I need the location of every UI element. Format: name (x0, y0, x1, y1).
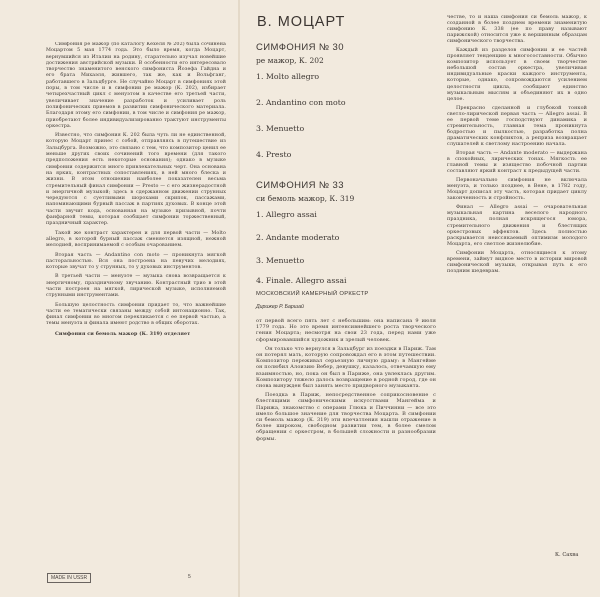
symphony-33-movement-3: 3. Menuetto (256, 256, 305, 265)
symphony-33-key: си бемоль мажор, К. 319 (256, 194, 355, 203)
left-paragraph-6: Большую целостность симфонии придает то, что важнейшие части ее тематически связаны между собой интонационно. Так, финал симфонии во многом перекликается с ее первой частью, а темы менуэта и финала имеют родство в общих оборотах. (46, 302, 226, 327)
right-paragraph-6: Финал — Allegro assai — очаровательная музыкальная картина веселого народного праздника, полная искрящегося юмора, стремительного движения и блестящих оркестровых эффектов. Здесь полностью раскрывается неиссякаемый оптимизм молодого Моцарта, его светлое жизнелюбие. (447, 204, 587, 247)
symphony-30-movement-2: 2. Andantino con moto (256, 98, 346, 107)
right-paragraph-3: Прекрасно сделанной и глубокой тонкой светло-лирической первая часть — Allegro assai. В ее первой теме господствуют динамика и стремительность, главная тема проникнута бодростью и пылкостью, разработка полна драматических конфликтов, а реприза возвращает слушателей к светлому настроению начала. (447, 104, 587, 147)
center-paragraph-1: от первой всего пять лет с небольшим: она написана 9 июля 1779 года. Но это время интенсивнейшего роста творческого гения Моцарта; несмотря на свои 23 года, перед нами уже сформировавшийся художник и зрелый человек. (256, 318, 436, 343)
center-paragraph-2: Он только что вернулся в Зальцбург из поездки в Париж. Там он потерял мать, которую сопровождал его в этом путешествии. Композитор переживал серьезную личную драму: в Мангейме он полюбил Алоизию Вебер, девушку, казалось, отвечавшую ему взаимностью, но, пока он был в Париже, она увлеклась другим. Композитору тяжело далось возвращение в родной город, где он снова вынужден был занять место придворного музыканта. (256, 345, 436, 390)
left-paragraph-5: В третьей части — менуэте — музыка снова возвращается к энергичному, праздничному звучанию. Контрастный трио в этой части построен на мягкой, лирической музыке, исполняемой струнными инструментами. (46, 274, 226, 299)
right-paragraph-4: Вторая часть — Andante moderato — выдержана в спокойных, лирических тонах. Мягкость ее главной темы и изящество побочной партии составляют яркий контраст к предыдущей части. (447, 149, 587, 175)
left-paragraph-2: Известно, что симфония К. 202 была чуть ли не единственной, которую Моцарт принес с собой, отправляясь в путешествие из Зальцбурга. Возможно, это связано с тем, что композитор ценил ее меньше других своих сочинений того времени (для такого предположения есть некоторые основания); однако в музыке симфонии содержится много привлекательных черт. Она основана на ярких, контрастных сопоставлениях, в ней много блеска и жизни. В этом отношении наиболее показателен весьма стремительный финал симфонии — Presto — с его жизнерадостной и энергичной музыкой; здесь в сдержанном движении струнных чередуются с суетливыми шорохами скрипок, пассажами, напоминающими бурный пассаж в партиях духовых. В конце этой части звучит кода, основанная на музыке призывной, почти фанфарной темы, которая сообщает симфонии торжественный, праздничный характер. (46, 133, 226, 227)
symphony-33-title: СИМФОНИЯ № 33 (256, 180, 344, 191)
symphony-33-movement-2: 2. Andante moderato (256, 233, 340, 242)
made-in-ussr-stamp: MADE IN USSR (47, 573, 91, 583)
center-text-column (256, 318, 436, 580)
right-paragraph-7: Симфонии Моцарта, относящиеся к этому времени, займут видное место в истории мировой симфонической музыки, открывая путь к его поздним шедеврам. (447, 249, 587, 274)
symphony-30-movement-3: 3. Menuetto (256, 124, 305, 133)
symphony-30-title: СИМФОНИЯ № 30 (256, 42, 344, 53)
left-paragraph-4: Вторая часть — Andantino con moto — проникнута мягкой пасторальностью. Вся она построена на певучих мелодиях, которые звучат то у струнных, то у духовых инструментов. (46, 252, 226, 271)
left-paragraph-1: Симфония ре мажор (по каталогу Кёхеля № 202) была сочинена Моцартом 5 мая 1774 года. Это было время, когда Моцарт, вернувшийся из Италии на родину, старательно изучал новейшие достижения австрийской музыки. В особенности его интересовало творчество знаменитого венского симфониста Йозефа Гайдна и его брата Михаэля, жившего, так же, как и Вольфганг, работавшего в Зальцбурге. Не случайно Моцарт в симфониях этой поры, в том числе и в симфонии ре мажор (К. 202), избирает четырехчастный цикл с менуэтом в качестве его третьей части, увеличивает значение разработок и усиливает роль полифонических приемов в развитии симфонического материала. Благодаря этому его симфонии, в том числе и симфония ре мажор, приобретают более индивидуализированно трактуют инструменты оркестра. (46, 42, 226, 129)
symphony-30-movement-4: 4. Presto (256, 150, 292, 159)
left-text-column (46, 42, 226, 572)
right-paragraph-5: Первоначально симфония не включала менуэта, и только позднее, в Вене, в 1782 году, Моцарт дописал эту часть, которая придает циклу законченность и стройность. (447, 177, 587, 202)
orchestra-name: МОСКОВСКИЙ КАМЕРНЫЙ ОРКЕСТР (256, 291, 369, 297)
left-paragraph-3: Такой же контраст характерен и для первой части — Molto allegro, в которой бурный пассаж сменяется изящной, нежной мелодией, воспринимаемой с особым очарованием. (46, 230, 226, 249)
right-text-column (447, 14, 587, 574)
right-paragraph-1: честве, то и наша симфония си бемоль мажор, к созданной в более позднем времени знаменитую симфонию К. 338 (ее по праву называют парижской) относится уже к вершинным образцам симфонического творчества. (447, 14, 587, 45)
author-signature: К. Сахва (555, 552, 579, 558)
conductor-credit: Дирижер Р. Баршай (256, 304, 304, 310)
symphony-30-movement-1: 1. Molto allegro (256, 72, 320, 81)
symphony-33-movement-4: 4. Finale. Allegro assai (256, 276, 347, 285)
left-paragraph-7: Симфония си бемоль мажор (К. 319) отделяет (55, 330, 191, 337)
page-number: 5 (188, 574, 191, 580)
fold-line (238, 0, 240, 597)
center-paragraph-3: Поездка в Париж, непосредственное соприкосновение с блестящими симфоническими искусствами Мангейма и Парижа, знакомство с операми Глюка и Пиччинни — все это имело большое значение для творчества Моцарта. В симфонии си бемоль мажор (К. 319) эти впечатления нашли отражение в более широком, свободном развитии тем, в более смелом обращении с оркестром, в большей сложности и разнообразии формы. (256, 392, 436, 442)
symphony-30-key: ре мажор, К. 202 (256, 56, 324, 65)
right-paragraph-2: Каждый из разделов симфонии и ее частей проявляет тенденцию к многосоставности. Обычно композитор использует в своем творчестве небольшой состав оркестра, увеличивая индивидуальные краски каждого инструмента, которые, однако, сопровождаются усилением целостности цикла, сообщают единство музыкальным мыслям и объединяют их в одно целое. (447, 47, 587, 102)
composer-name: В. МОЦАРТ (257, 14, 346, 30)
symphony-33-movement-1: 1. Allegro assai (256, 210, 317, 219)
